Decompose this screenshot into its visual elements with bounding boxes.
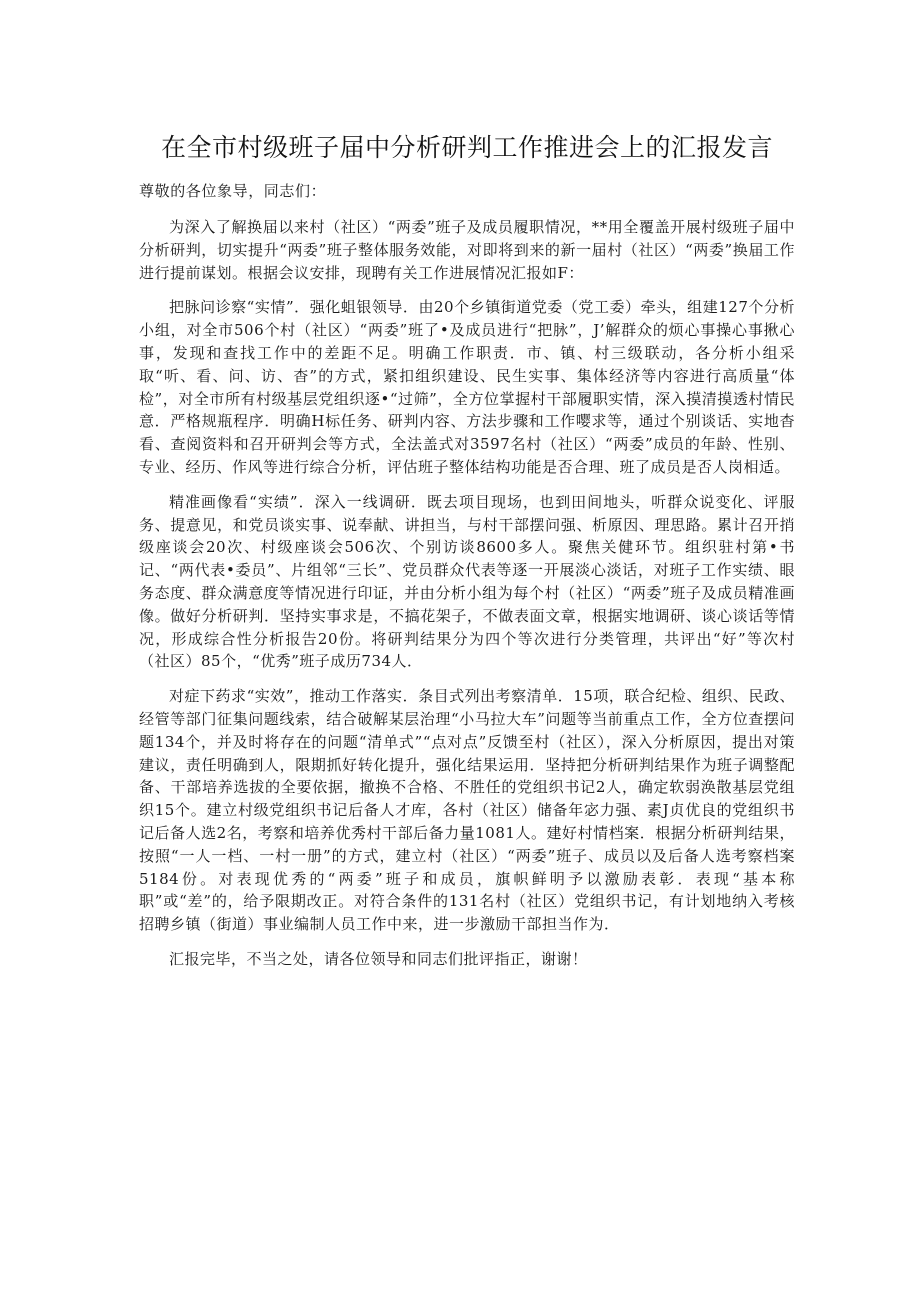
paragraph-intro: 为深入了解换届以来村（社区）“两委”班子及成员履职情况，**用全覆盖开展村级班子届中分析研判，切实提升“两委”班子整体服务效能，对即将到来的新一届村（社区）“两委”换届工作进行提前谋划。根据会议安排，现聘有关工作进展情况汇报如F： (139, 218, 795, 282)
paragraph-diagnosis: 把脉问诊察“实情”．强化蛆银领导．由20个乡镇街道党委（党工委）牵头，组建127个分析小组，对全市506个村（社区）“两委”班了•及成员进行“把脉”，J’解群众的烦心事操心事揪心事，发现和查找工作中的差距不足。明确工作职责．市、镇、村三级联动，各分析小组采取“听、看、问、访、杳”的方式，紧扣组织建设、民生实事、集体经济等内容进行高质量“体检”，对全市所有村级基层党组织逐•“过筛”，全方位掌握村干部履职实情，深入摸清摸透村情民意．严格规瓶程序．明确H标任务、研判内容、方法步骤和工作嘤求等，通过个别谈话、实地杳看、查阅资料和召开研判会等方式，全法盖式对3597名村（社区）“两委”成员的年龄、性别、专业、经历、作风等进行综合分析，评估班子整体结构功能是否合理、班了成员是否人岗相适。 (139, 298, 795, 476)
document-page (139, 128, 795, 970)
paragraph-portrait: 精准画像看“实绩”．深入一线调研．既去项目现场，也到田间地头，听群众说变化、评服务、提意见，和党员谈实事、说奉献、讲担当，与村干部摆问强、析原因、理思路。累计召开捎级座谈会20次、村级座谈会506次、个别访谈8600多人。聚焦关健环节。组织驻村第•书记、“两代表•委员”、片组邻“三长”、党员群众代表等逐一开展淡心淡话，对班子工作实绩、眼务态度、群众满意度等情况进行印证，并由分析小组为每个村（社区）“两委”班子及成员精准画像。做好分析研判．坚持实事求是，不搞花架子，不做表面文章，根据实地调研、谈心谈话等情况，形成综合性分析报告20份。将研判结果分为四个等次进行分类管理，共评出“好”等次村（社区）85个，“优秀”班子成历734人． (139, 492, 795, 671)
salutation: 尊敬的各位象导，同志们： (139, 182, 327, 200)
closing-remark: 汇报完毕，不当之处，请各位领导和同志们批评指正，谢谢！ (169, 949, 588, 968)
document-title: 在全市村级班子届中分析研判工作推进会上的汇报发言 (160, 133, 773, 162)
paragraph-remedy: 对症下药求“实效”，推动工作落实．条目式列出考察清单．15项，联合纪检、组织、民政、经管等部门征集问题线索，结合破解某层治理“小马拉大车”问题等当前重点工作，全方位查摆问题134个，并及时将存在的问题“清单式”“点对点”反馈至村（社区），深入分析原因，提出对策建议，责任明确到人，限期抓好转化提升，强化结果运用．坚持把分析研判结果作为班子调整配备、干部培养选拔的全要依据，撤换不合格、不胜任的党组织书记2人，确定软弱涣散基层党组织15个。建立村级党组织书记后备人才库，各村（社区）储备年宓力强、素J贞优良的党组织书记后备人选2名，考察和培养优秀村干部后备力量1081人。建好村情档案．根据分析研判结果，按照“一人一档、一村一册”的方式，建立村（社区）“两委”班子、成员以及后备人选考察档案5184份。对表现优秀的“两委”班子和成员，旗帜鲜明予以激励表彰．表现“基本称职”或“差”的，给予限期改正。对符合条件的131名村（社区）党组织书记，有计划地纳入考核招聘乡镇（街道）事业编制人员工作中来，进一步激励干部担当作为． (139, 687, 795, 934)
